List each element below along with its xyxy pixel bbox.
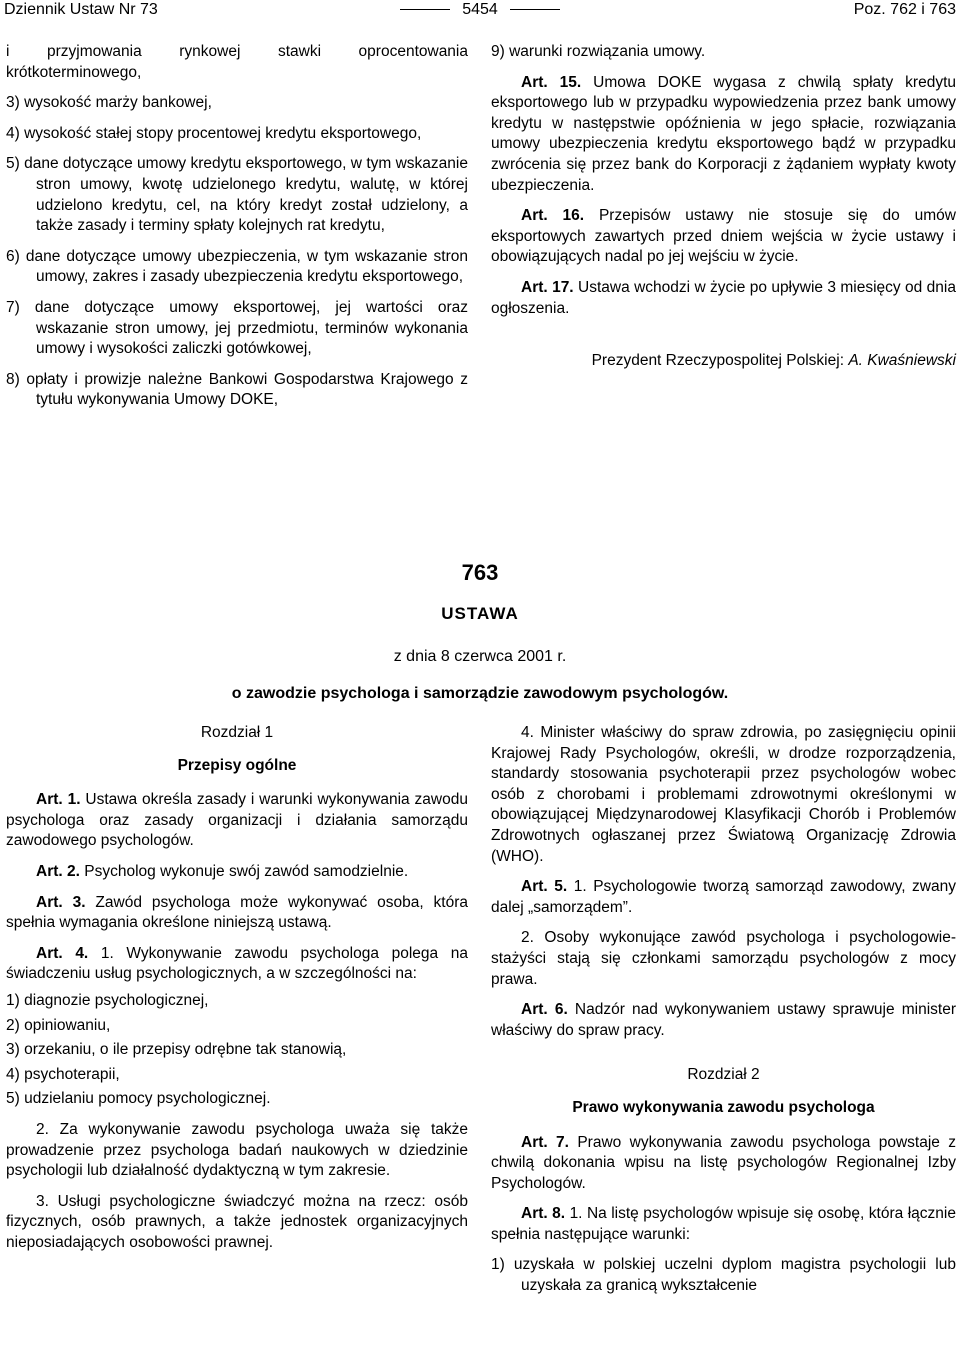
list-item: 5) udzielaniu pomocy psychologicznej. xyxy=(6,1090,271,1108)
list-item: 3) wysokość marży bankowej, xyxy=(6,94,212,112)
act-left-column xyxy=(6,723,468,1263)
list-item: 8) opłaty i prowizje należne Bankowi Gospodarstwa Krajowego z tytułu wykonywania Umowy DOKE, xyxy=(6,370,468,409)
chapter-title: Przepisy ogólne xyxy=(177,756,297,774)
prev-act-left-column xyxy=(6,42,468,421)
chapter-heading: Rozdział 1 xyxy=(200,724,274,741)
chapter-title: Prawo wykonywania zawodu psychologa xyxy=(572,1098,875,1116)
article-1: Art. 1. Ustawa określa zasady i warunki wykonywania zawodu psychologa oraz zasady organizacji i działania samorządu zawodowego psychologów. xyxy=(6,791,468,850)
article-2: Art. 2. Psycholog wykonuje swój zawód samodzielnie. xyxy=(36,862,409,880)
list-item: 5) dane dotyczące umowy kredytu eksportowego, w tym wskazanie stron umowy, kwotę udzielonego kredytu, walutę, w której udzielono kredytu, cel, na który kredyt został udzielony, a także zasady i terminy spłaty kolejnych rat kredytu, xyxy=(6,155,468,235)
list-item: 4) wysokość stałej stopy procentowej kredytu eksportowego, xyxy=(6,124,422,142)
list-item: 4) psychoterapii, xyxy=(6,1065,120,1083)
article-16: Art. 16. Przepisów ustawy nie stosuje się do umów eksportowych zawartych przed dniem wejścia w życie ustawy i obowiązujących nadal po jej wejściu w życie. xyxy=(491,207,956,266)
signatory-name: A. Kwaśniewski xyxy=(848,352,956,370)
article-5: Art. 5. 1. Psychologowie tworzą samorząd zawodowy, zwany dalej „samorządem”. xyxy=(491,878,956,916)
article-label: Art. 5. xyxy=(521,878,568,896)
act-number: 763 xyxy=(461,560,499,585)
article-label: Art. 16. xyxy=(521,207,585,225)
article-label: Art. 17. xyxy=(521,278,574,296)
list-item-continuation: i przyjmowania rynkowej stawki oprocentowania krótkoterminowego, xyxy=(6,43,468,81)
article-label: Art. 1. xyxy=(36,791,81,809)
article-3: Art. 3. Zawód psychologa może wykonywać osoba, która spełnia wymagania określone niniejszą ustawą. xyxy=(6,893,468,932)
act-right-column xyxy=(491,723,956,1307)
article-label: Art. 2. xyxy=(36,862,80,880)
journal-title: Dziennik Ustaw Nr 73 xyxy=(4,1,158,18)
article-label: Art. 8. xyxy=(521,1205,566,1223)
page-number: 5454 xyxy=(0,0,960,20)
chapter-heading: Rozdział 2 xyxy=(687,1066,760,1084)
page-header xyxy=(0,0,960,22)
article-label: Art. 7. xyxy=(521,1133,569,1151)
list-item: 7) dane dotyczące umowy eksportowej, jej wartości oraz wskazanie stron umowy, jej przedmiotu, terminów wykonania umowy i wysokości zaliczki gotówkowej, xyxy=(6,298,468,358)
article-paragraph: 3. Usługi psychologiczne świadczyć można na rzecz: osób fizycznych, osób prawnych, a także jednostek organizacyjnych nieposiadających osobowości prawnej. xyxy=(6,1192,468,1251)
article-paragraph: 2. Za wykonywanie zawodu psychologa uważa się także prowadzenie przez psychologa badań naukowych w dziedzinie psychologii lub działalność dydaktyczną w tym zakresie. xyxy=(6,1120,468,1180)
article-label: Art. 15. xyxy=(521,73,582,91)
prev-act-right-column xyxy=(491,42,956,382)
list-item: 3) orzekaniu, o ile przepisy odrębne tak stanowią, xyxy=(6,1041,347,1059)
list-item: 2) opiniowaniu, xyxy=(6,1016,111,1034)
article-paragraph: 4. Minister właściwy do spraw zdrowia, po zasięgnięciu opinii Krajowej Rady Psychologów, określi, w drodze rozporządzenia, standardy stosowania psychoterapii przez psychologów wobec osób z chorobami i problemami zdrowotnymi określonymi w obowiązującej Międzynarodowej Klasyfikacji Chorób i Problemów Zdrowotnych ogłaszanej przez Światową Organizację Zdrowia (WHO). xyxy=(491,724,956,865)
article-label: Art. 3. xyxy=(36,893,86,911)
list-item: 9) warunki rozwiązania umowy. xyxy=(491,43,706,60)
position-reference: Poz. 762 i 763 xyxy=(853,1,956,18)
article-8: Art. 8. 1. Na listę psychologów wpisuje się osobę, która łącznie spełnia następujące warunki: xyxy=(491,1205,956,1243)
article-4: Art. 4. 1. Wykonywanie zawodu psychologa polega na świadczeniu usług psychologicznych, a w szczególności na: xyxy=(6,944,468,983)
act-type: USTAWA xyxy=(441,604,519,623)
article-17: Art. 17. Ustawa wchodzi w życie po upływie 3 miesięcy od dnia ogłoszenia. xyxy=(491,278,956,317)
article-7: Art. 7. Prawo wykonywania zawodu psychologa powstaje z chwilą dokonania wpisu na listę psychologów Regionalnej Izby Psychologów. xyxy=(491,1133,956,1192)
article-6: Art. 6. Nadzór nad wykonywaniem ustawy sprawuje minister właściwy do spraw pracy. xyxy=(491,1001,956,1039)
list-item: 1) uzyskała w polskiej uczelni dyplom magistra psychologii lub uzyskała za granicą wykształcenie xyxy=(491,1256,956,1295)
article-paragraph: 2. Osoby wykonujące zawód psychologa i psychologowie-stażyści stają się członkami samorządu psychologów z mocy prawa. xyxy=(491,929,956,988)
act-subject: o zawodzie psychologa i samorządzie zawodowym psychologów. xyxy=(231,685,729,702)
article-label: Art. 6. xyxy=(521,1001,568,1019)
act-date: z dnia 8 czerwca 2001 r. xyxy=(393,648,567,665)
president-signature: Prezydent Rzeczypospolitej Polskiej: A. Kwaśniewski xyxy=(591,352,956,370)
article-label: Art. 4. xyxy=(36,944,89,962)
list-item: 1) diagnozie psychologicznej, xyxy=(6,991,209,1009)
list-item: 6) dane dotyczące umowy ubezpieczenia, w tym wskazanie stron umowy, zakres i zasady ubezpieczenia kredytu eksportowego, xyxy=(6,247,468,286)
article-15: Art. 15. Umowa DOKE wygasa z chwilą spłaty kredytu eksportowego lub w przypadku wypowiedzenia przez bank umowy kredytu w następstwie opóźnienia w jego spłacie, rozwiązania umowy ubezpieczenia kredytu eksportowego bądź w przypadku zwrócenia się przez bank do Korporacji z żądaniem wypłaty kwoty ubezpieczenia. xyxy=(491,73,956,194)
